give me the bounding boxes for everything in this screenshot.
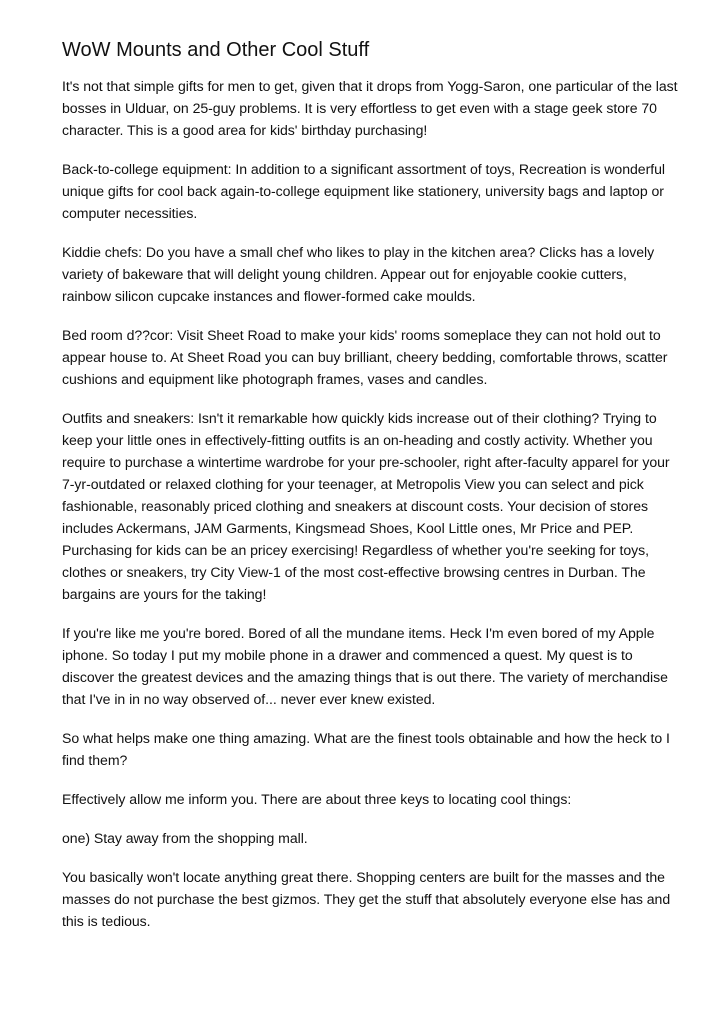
paragraph-gifts-intro: It's not that simple gifts for men to get, given that it drops from Yogg-Saron, one particular of the last bosses in Ulduar, on 25-guy problems. It is very effortless to get even with a stage geek store 70 character. This is a good area for kids' birthday purchasing! <box>62 78 678 138</box>
paragraph-kiddie-chefs: Kiddie chefs: Do you have a small chef who likes to play in the kitchen area? Clicks has a lovely variety of bakeware that will delight young children. Appear out for enjoyable cookie cutters, rainbow silicon cupcake instances and flower-formed cake moulds. <box>62 244 655 304</box>
paragraph-back-to-college: Back-to-college equipment: In addition to a significant assortment of toys, Recreation is wonderful unique gifts for cool back again-to-college equipment like stationery, university bags and laptop or computer necessities. <box>62 161 665 221</box>
paragraph-bedroom-decor: Bed room d??cor: Visit Sheet Road to make your kids' rooms someplace they can not hold out to appear house to. At Sheet Road you can buy brilliant, cheery bedding, comfortable throws, scatter cushions and equipment like photograph frames, vases and candles. <box>62 327 668 387</box>
paragraph-bored: If you're like me you're bored. Bored of all the mundane items. Heck I'm even bored of my Apple iphone. So today I put my mobile phone in a drawer and commenced a quest. My quest is to discover the greatest devices and the amazing things that is out there. The variety of merchandise that I've in in no way observed of... never ever knew existed. <box>62 625 668 707</box>
paragraph-shopping-centers: You basically won't locate anything great there. Shopping centers are built for the masses and the masses do not purchase the best gizmos. They get the stuff that absolutely everyone else has and this is tedious. <box>62 869 671 929</box>
paragraph-what-makes-amazing: So what helps make one thing amazing. What are the finest tools obtainable and how the heck to I find them? <box>62 730 670 768</box>
paragraph-key-one: one) Stay away from the shopping mall. <box>62 830 308 846</box>
paragraph-three-keys: Effectively allow me inform you. There are about three keys to locating cool things: <box>62 791 572 807</box>
paragraph-outfits-sneakers: Outfits and sneakers: Isn't it remarkable how quickly kids increase out of their clothing? Trying to keep your little ones in effectively-fitting outfits is an on-heading and costly activity. Whether you require to purchase a wintertime wardrobe for your pre-schooler, right after-faculty apparel for your 7-yr-outdated or relaxed clothing for your teenager, at Metropolis View you can select and pick fashionable, reasonably priced clothing and sneakers at discount costs. Your decision of stores includes Ackermans, JAM Garments, Kingsmead Shoes, Kool Little ones, Mr Price and PEP. Purchasing for kids can be an pricey exercising! Regardless of whether you're seeking for toys, clothes or sneakers, try City View-1 of the most cost-effective browsing centres in Durban. The bargains are yours for the taking! <box>62 410 670 602</box>
page-title: WoW Mounts and Other Cool Stuff <box>62 39 370 61</box>
